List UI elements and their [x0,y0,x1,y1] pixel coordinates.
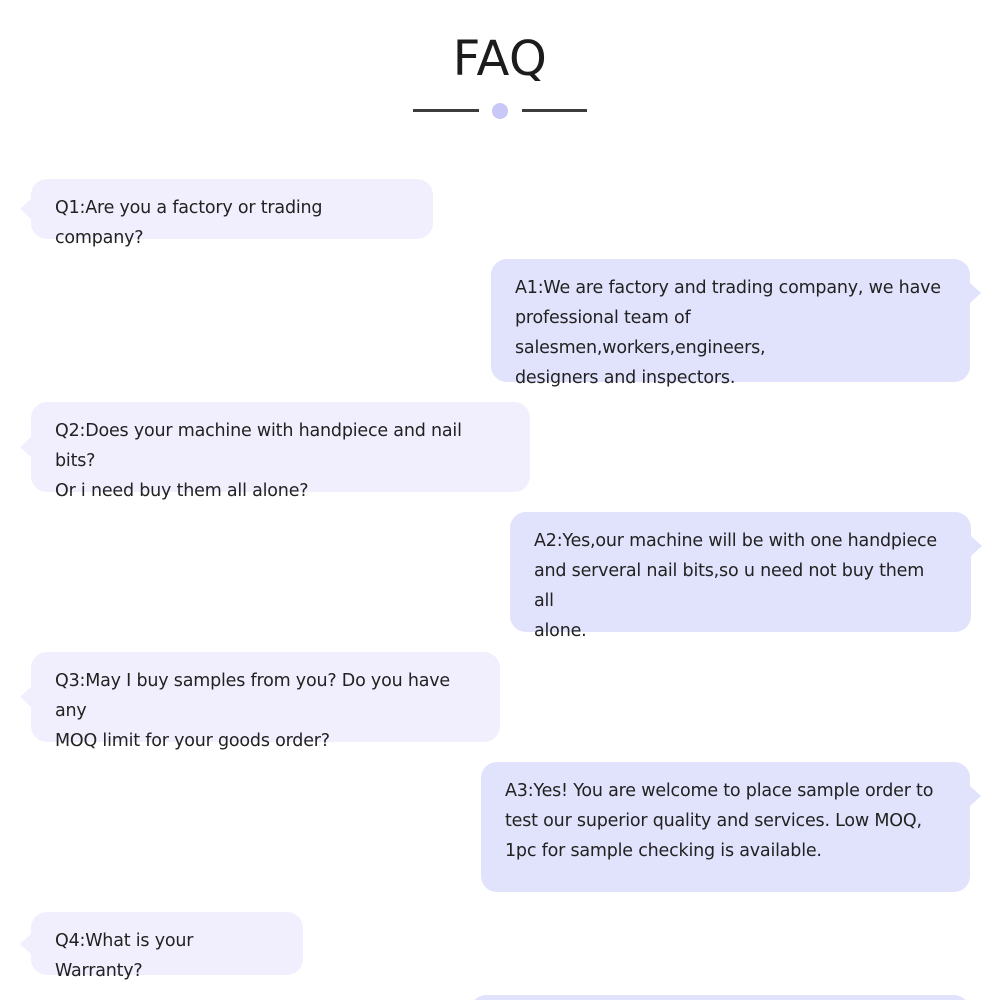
title-divider-dot [492,103,508,119]
page-title: FAQ [452,31,548,87]
faq-answer-4 [470,995,970,1000]
faq-question-1: Q1:Are you a factory or trading company? [31,179,433,239]
faq-question-2: Q2:Does your machine with handpiece and nail bits? Or i need buy them all alone? [31,402,530,492]
faq-answer-3: A3:Yes! You are welcome to place sample order to test our superior quality and services. Low MOQ, 1pc for sample checking is available. [481,762,970,892]
faq-answer-2: A2:Yes,our machine will be with one handpiece and serveral nail bits,so u need not buy them all alone. [510,512,971,632]
faq-question-3: Q3:May I buy samples from you? Do you have any MOQ limit for your goods order? [31,652,500,742]
title-divider-left [413,109,479,112]
title-divider-right [522,109,587,112]
faq-question-4: Q4:What is your Warranty? [31,912,303,975]
faq-answer-1: A1:We are factory and trading company, we have professional team of salesmen,workers,engineers, designers and inspectors. [491,259,970,382]
